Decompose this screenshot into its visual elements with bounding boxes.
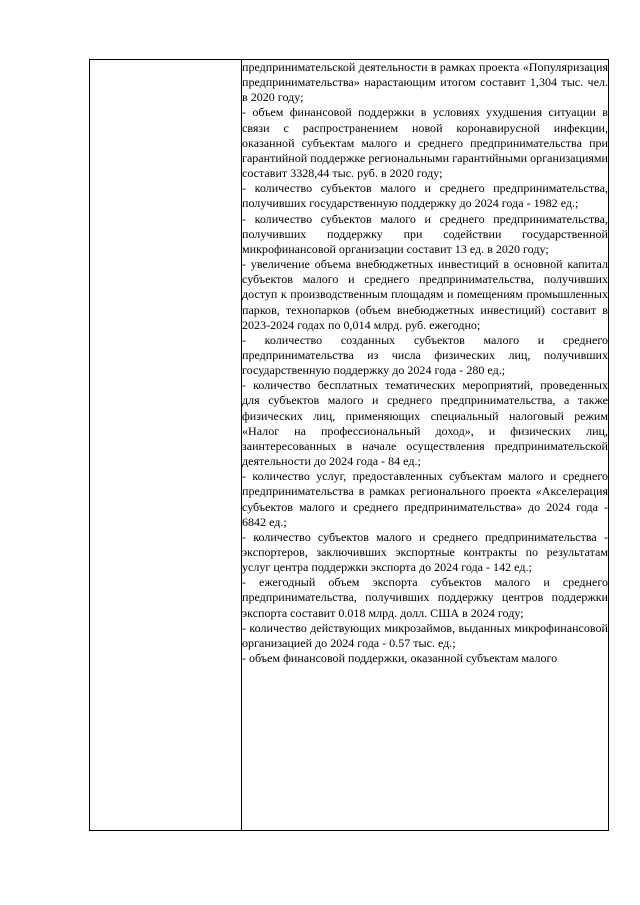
- paragraph: - количество субъектов малого и среднего предпринимательства - экспортеров, заключивших экспортные контракты по результатам услуг центра поддержки экспорта до 2024 года - 142 ед.;: [242, 529, 608, 575]
- table-cell-label: [90, 60, 242, 831]
- paragraph: - объем финансовой поддержки в условиях ухудшения ситуации в связи с распространением новой коронавирусной инфекции, оказанной субъектам малого и среднего предпринимательства при гарантийной поддержке региональными гарантийными организациями составит 3328,44 тыс. руб. в 2020 году;: [242, 105, 608, 181]
- paragraph: - количество услуг, предоставленных субъектам малого и среднего предпринимательства в рамках регионального проекта «Акселерация субъектов малого и среднего предпринимательства» до 2024 года - 6842 ед.;: [242, 469, 608, 529]
- paragraph: - ежегодный объем экспорта субъектов малого и среднего предпринимательства, получивших поддержку центров поддержки экспорта составит 0.018 млрд. долл. США в 2024 году;: [242, 575, 608, 620]
- paragraph: - количество субъектов малого и среднего предпринимательства, получивших поддержку при содействии государственной микрофинансовой организации составит 13 ед. в 2020 году;: [242, 211, 608, 256]
- table-row: [90, 60, 609, 831]
- table-cell-content: [242, 60, 609, 831]
- paragraph: - количество субъектов малого и среднего предпринимательства, получивших государственную поддержку до 2024 года - 1982 ед.;: [242, 181, 608, 211]
- paragraph: - количество действующих микрозаймов, выданных микрофинансовой организацией до 2024 года - 0.57 тыс. ед.;: [242, 620, 608, 650]
- paragraph: предпринимательской деятельности в рамках проекта «Популяризация предпринимательства» нарастающим итогом составит 1,304 тыс. чел. в 2020 году;: [242, 60, 608, 105]
- paragraph: - увеличение объема внебюджетных инвестиций в основной капитал субъектов малого и среднего предпринимательства, получивших доступ к производственным площадям и помещениям промышленных парков, технопарков (объем внебюджетных инвестиций) составит в 2023-2024 годах по 0,014 млрд. руб. ежегодно;: [242, 257, 608, 332]
- program-table: [89, 59, 609, 831]
- paragraph: - объем финансовой поддержки, оказанной субъектам малого: [242, 651, 558, 666]
- paragraph: - количество бесплатных тематических мероприятий, проведенных для субъектов малого и среднего предпринимательства, а также физических лиц, применяющих специальный налоговый режим «Налог на профессиональный доход», и физических лиц, заинтересованных в начале осуществления предпринимательской деятельности до 2024 года - 84 ед.;: [242, 378, 608, 469]
- paragraph: - количество созданных субъектов малого и среднего предпринимательства из числа физических лиц, получивших государственную поддержку до 2024 года - 280 ед.;: [242, 332, 608, 378]
